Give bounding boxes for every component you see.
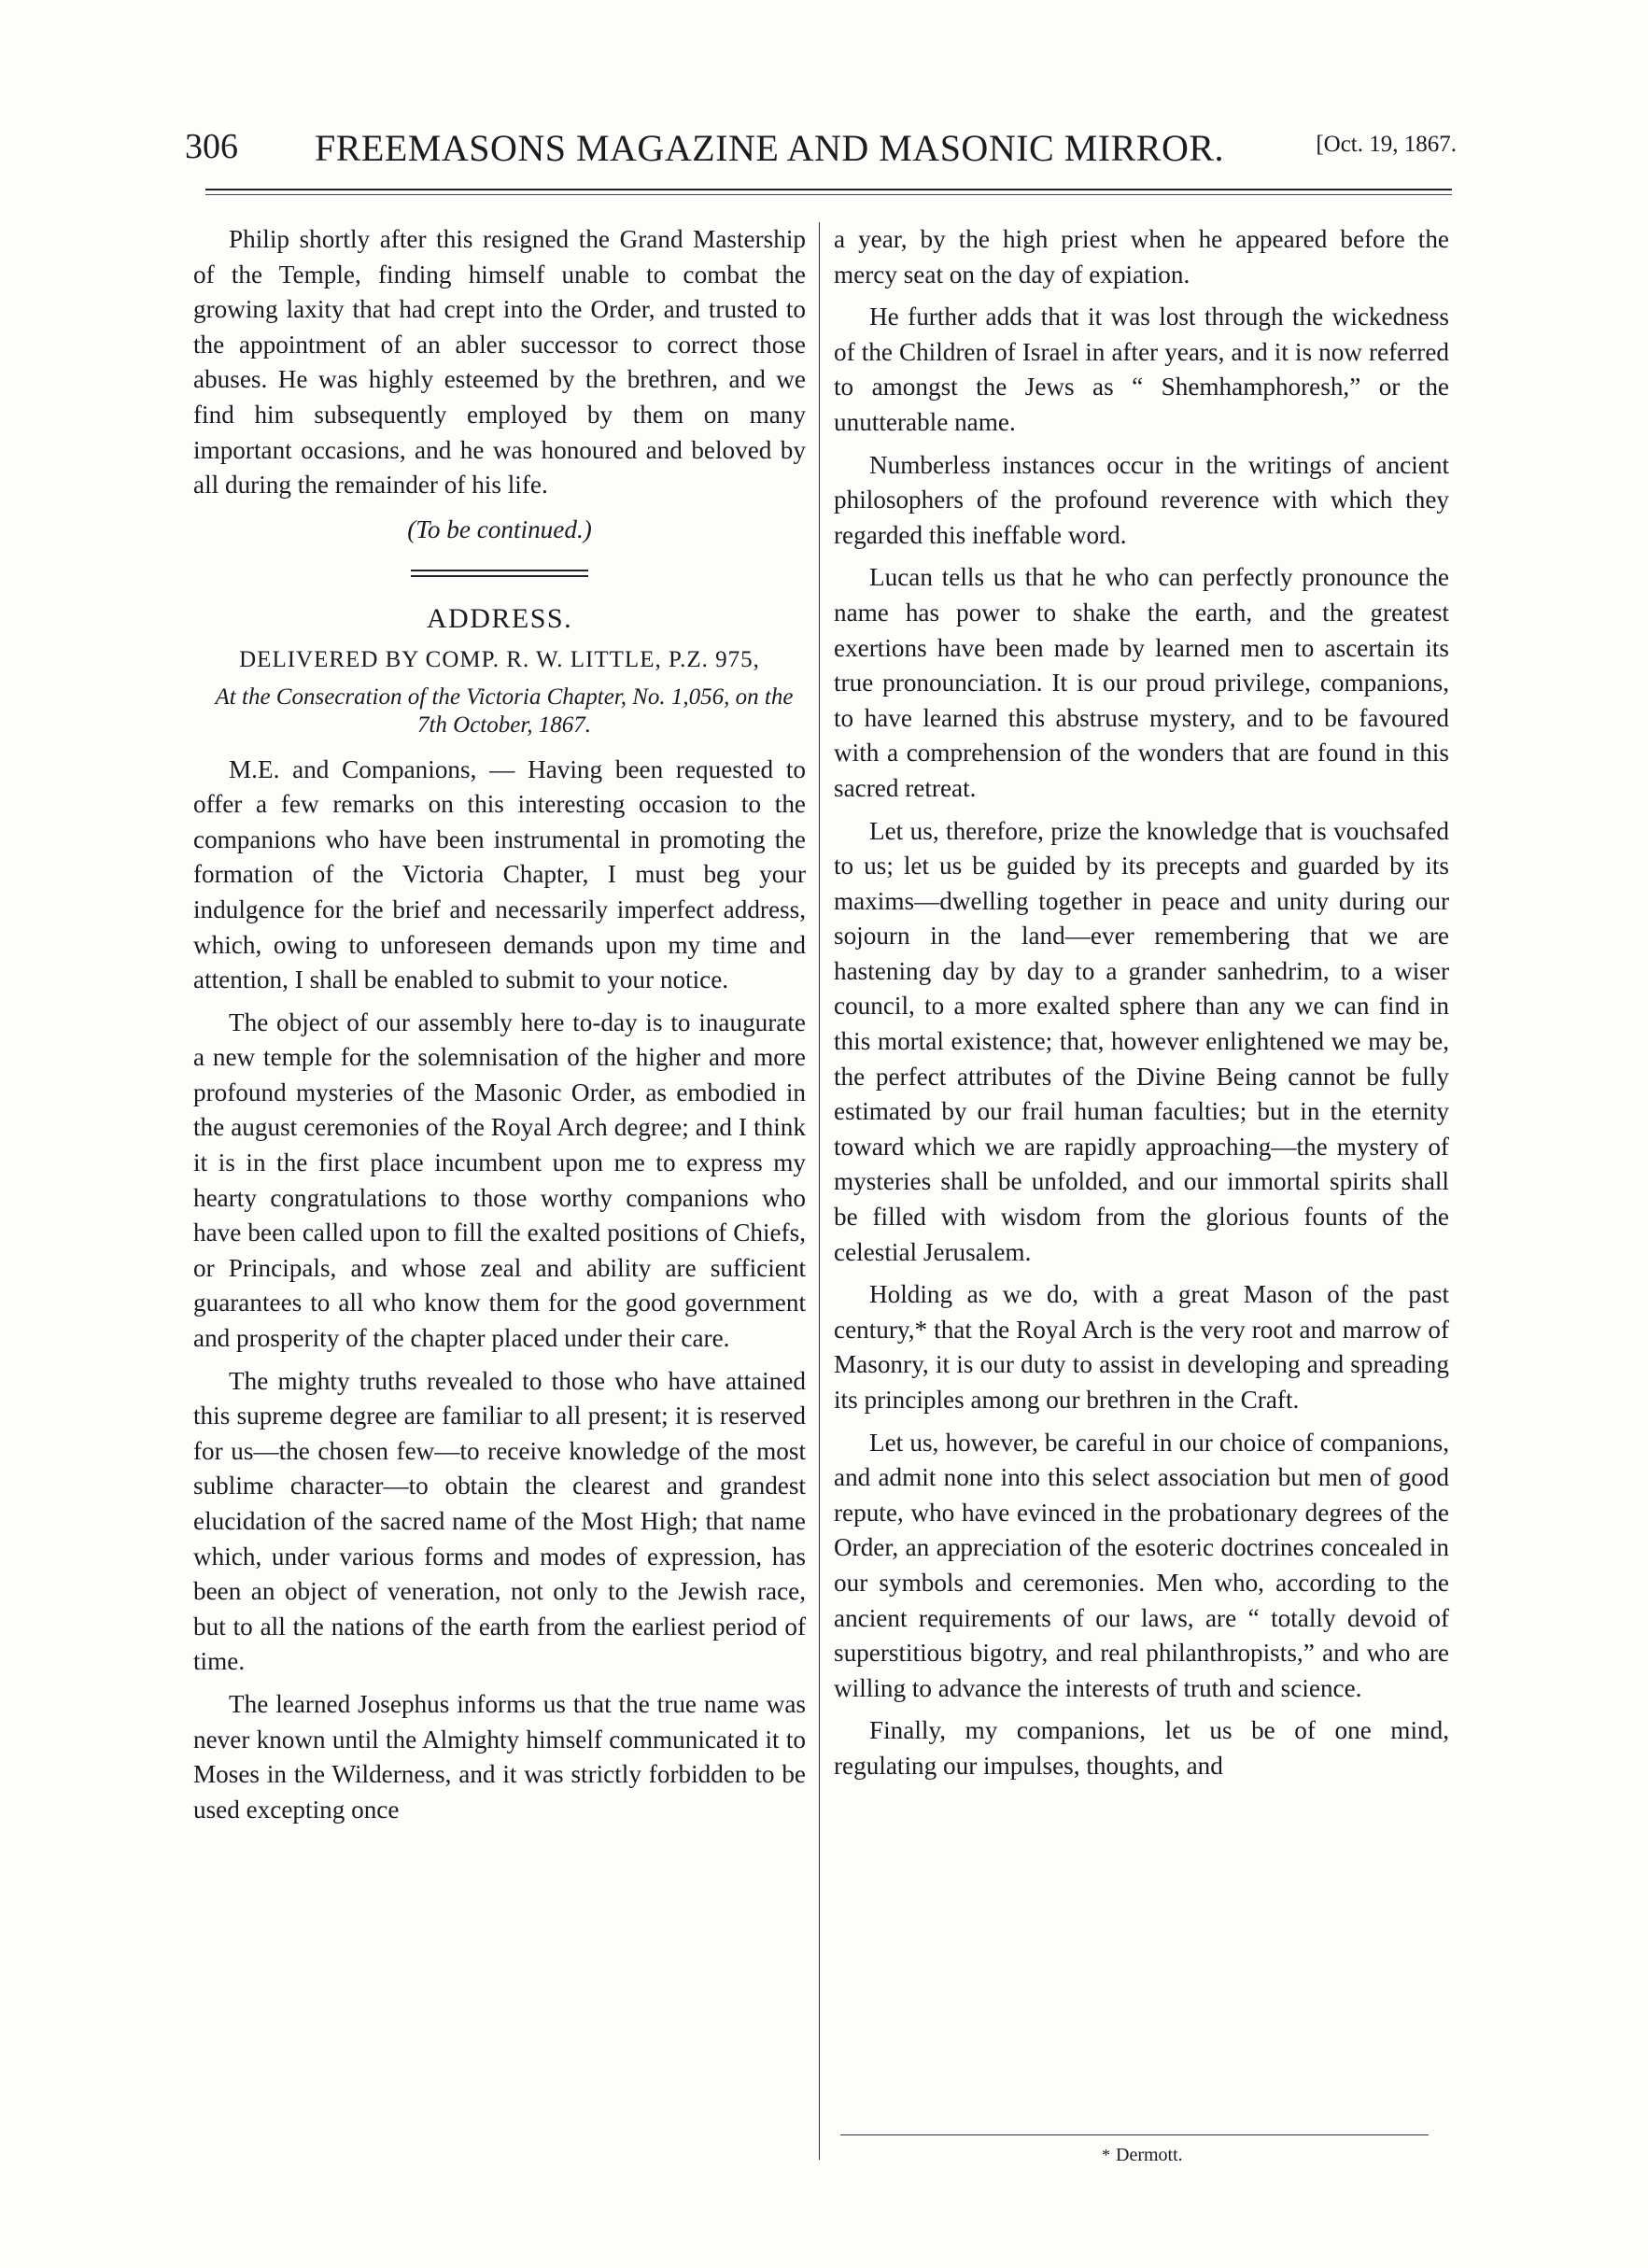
article-byline: DELIVERED BY COMP. R. W. LITTLE, P.Z. 975, (239, 646, 760, 672)
to-be-continued: (To be continued.) (407, 514, 592, 543)
left-column (193, 222, 806, 1827)
header-rule (205, 189, 1452, 190)
body-paragraph: Holding as we do, with a great Mason of the past century,* that the Royal Arch is the very root and marrow of Masonry, it is our duty to assist in developing and spreading its principles among our brethren in the Craft. (834, 1280, 1449, 1414)
footnote-text: Dermott. (1116, 2145, 1183, 2165)
footnote-rule (840, 2134, 1429, 2135)
issue-date: [Oct. 19, 1867. (1316, 132, 1457, 157)
body-paragraph: Numberless instances occur in the writings of ancient philosophers of the profound reverence with which they regarded this ineffable word. (834, 450, 1449, 549)
body-paragraph: Lucan tells us that he who can perfectly pronounce the name has power to shake the earth, and the greatest exertions have been made by learned men to ascertain its true pronounciation. It is our proud privilege, companions, to have learned this abstruse mystery, and to be favoured with a comprehension of the wonders that are found in this sacred retreat. (834, 563, 1449, 802)
body-paragraph: He further adds that it was lost through the wickedness of the Children of Israel in after years, and it is now referred to amongst the Jews as “ Shemhamphoresh,” or the unutterable name. (834, 303, 1449, 436)
body-paragraph: The object of our assembly here to-day is to inaugurate a new temple for the solemnisation of the higher and more profound mysteries of the Masonic Order, as embodied in the august ceremonies of the Royal Arch degree; and I think it is in the first place incumbent upon me to express my hearty congratulations to those worthy companions who have been called upon to fill the exalted positions of Chiefs, or Principals, and whose zeal and ability are sufficient guarantees to all who know them for the good government and prosperity of the chapter placed under their care. (193, 1007, 806, 1353)
continuation-paragraph: a year, by the high priest when he appeared before the mercy seat on the day of expiation. (834, 225, 1449, 289)
page-number: 306 (185, 127, 238, 166)
article-title: ADDRESS. (426, 603, 573, 635)
column-divider (819, 222, 820, 2160)
section-double-rule (411, 570, 588, 577)
header-rule-thin (205, 194, 1452, 195)
body-paragraph: Finally, my companions, let us be of one mind, regulating our impulses, thoughts, and (834, 1716, 1449, 1780)
body-paragraph: Let us, therefore, prize the knowledge that is vouchsafed to us; let us be guided by its precepts and guarded by its maxims—dwelling together in peace and unity during our sojourn in the land—ever remembering that we are hastening day by day to a grander sanhedrim, to a wiser council, to a more exalted sphere than any we can find in this mortal existence; that, however enlightened we may be, the perfect attributes of the Divine Being cannot be fully estimated by our frail human faculties; but in the eternity toward which we are rapidly approaching—the mystery of mysteries shall be unfolded, and our immortal spirits shall be filled with wisdom from the glorious founts of the celestial Jerusalem. (834, 816, 1449, 1266)
body-paragraph: Let us, however, be careful in our choice of companions, and admit none into this select association but men of good repute, who have evinced in the probationary degrees of the Order, an appreciation of the esoteric doctrines concealed in our symbols and ceremonies. Men who, according to the ancient requirements of our laws, are “ totally devoid of superstitious bigotry, and real philanthropists,” and who are willing to advance the interests of truth and science. (834, 1428, 1449, 1702)
magazine-title: FREEMASONS MAGAZINE AND MASONIC MIRROR. (314, 127, 1225, 169)
footnote (1102, 2145, 1183, 2166)
right-column (834, 222, 1449, 1784)
masthead (185, 126, 1457, 182)
footnote-mark: * (1102, 2146, 1110, 2164)
intro-paragraph: Philip shortly after this resigned the Grand Mastership of the Temple, finding himself unable to combat the growing laxity that had crept into the Order, and trusted to the appointment of an abler successor to correct those abuses. He was highly esteemed by the brethren, and we find him subsequently employed by them on many important occasions, and he was honoured and beloved by all during the remainder of his life. (193, 225, 806, 500)
article-dateline: At the Consecration of the Victoria Chapter, No. 1,056, on the 7th October, 1867. (215, 683, 794, 738)
body-paragraph: The mighty truths revealed to those who have attained this supreme degree are familiar to all present; it is reserved for us—the chosen few—to receive knowledge of the most sublime character—to obtain the clearest and grandest elucidation of the sacred name of the Most High; that name which, under various forms and modes of expression, has been an object of veneration, not only to the Jewish race, but to all the nations of the earth from the earliest period of time. (193, 1366, 806, 1676)
body-paragraph: M.E. and Companions, — Having been requested to offer a few remarks on this interesting occasion to the companions who have been instrumental in promoting the formation of the Victoria Chapter, I must beg your indulgence for the brief and necessarily imperfect address, which, owing to unforeseen demands upon my time and attention, I shall be enabled to submit to your notice. (193, 754, 806, 994)
body-paragraph: The learned Josephus informs us that the true name was never known until the Almighty himself communicated it to Moses in the Wilderness, and it was strictly forbidden to be used excepting once (193, 1689, 806, 1824)
